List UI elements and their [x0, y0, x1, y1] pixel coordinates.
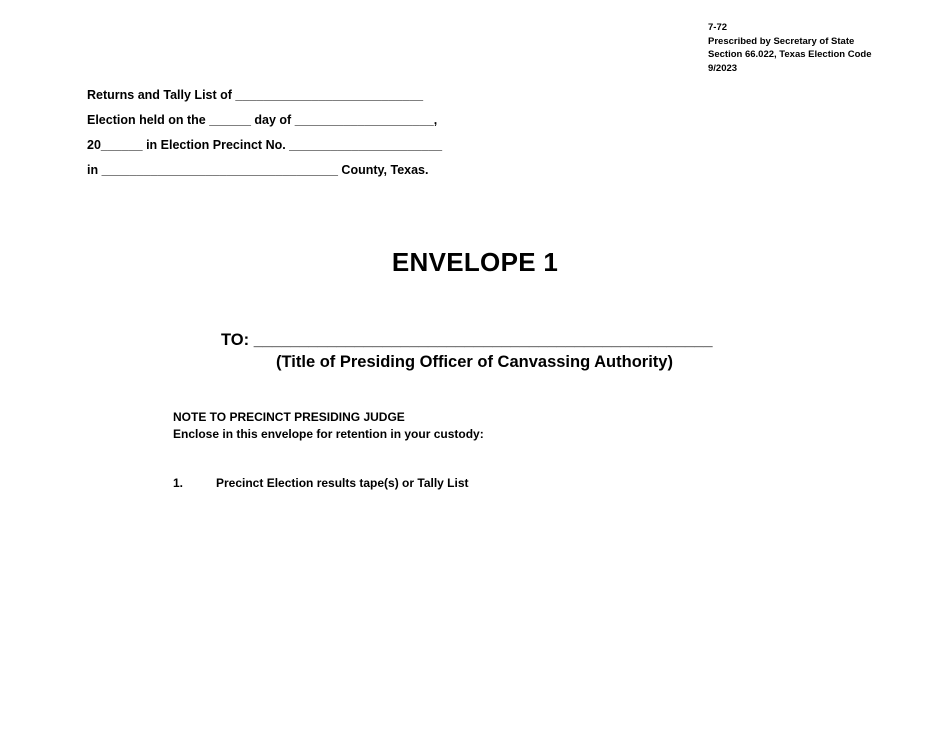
to-line: TO: __________________________________________________: [221, 331, 713, 349]
form-number: 7-72: [708, 22, 728, 33]
note-text: Enclose in this envelope for retention in your custody:: [173, 427, 484, 441]
county-line: in __________________________________ County, Texas.: [87, 163, 429, 177]
list-item-text: Precinct Election results tape(s) or Tally List: [216, 476, 469, 490]
returns-fill-in-block: [87, 87, 442, 187]
envelope-title: ENVELOPE 1: [391, 247, 559, 277]
prescribed-by: Prescribed by Secretary of State: [708, 35, 855, 47]
list-item-number: 1.: [173, 476, 184, 490]
election-date-line: Election held on the ______ day of ____________________,: [87, 113, 438, 127]
precinct-line: 20______ in Election Precinct No. ______________________: [87, 138, 443, 152]
form-date: 9/2023: [708, 62, 738, 74]
code-section: Section 66.022, Texas Election Code: [708, 49, 872, 60]
form-header: [708, 21, 872, 75]
note-block: [173, 409, 484, 443]
to-caption: (Title of Presiding Officer of Canvassing Authority): [276, 353, 673, 371]
list-item: [173, 476, 469, 490]
returns-tally-line: Returns and Tally List of ___________________________: [87, 88, 424, 102]
note-heading: NOTE TO PRECINCT PRESIDING JUDGE: [173, 410, 405, 424]
